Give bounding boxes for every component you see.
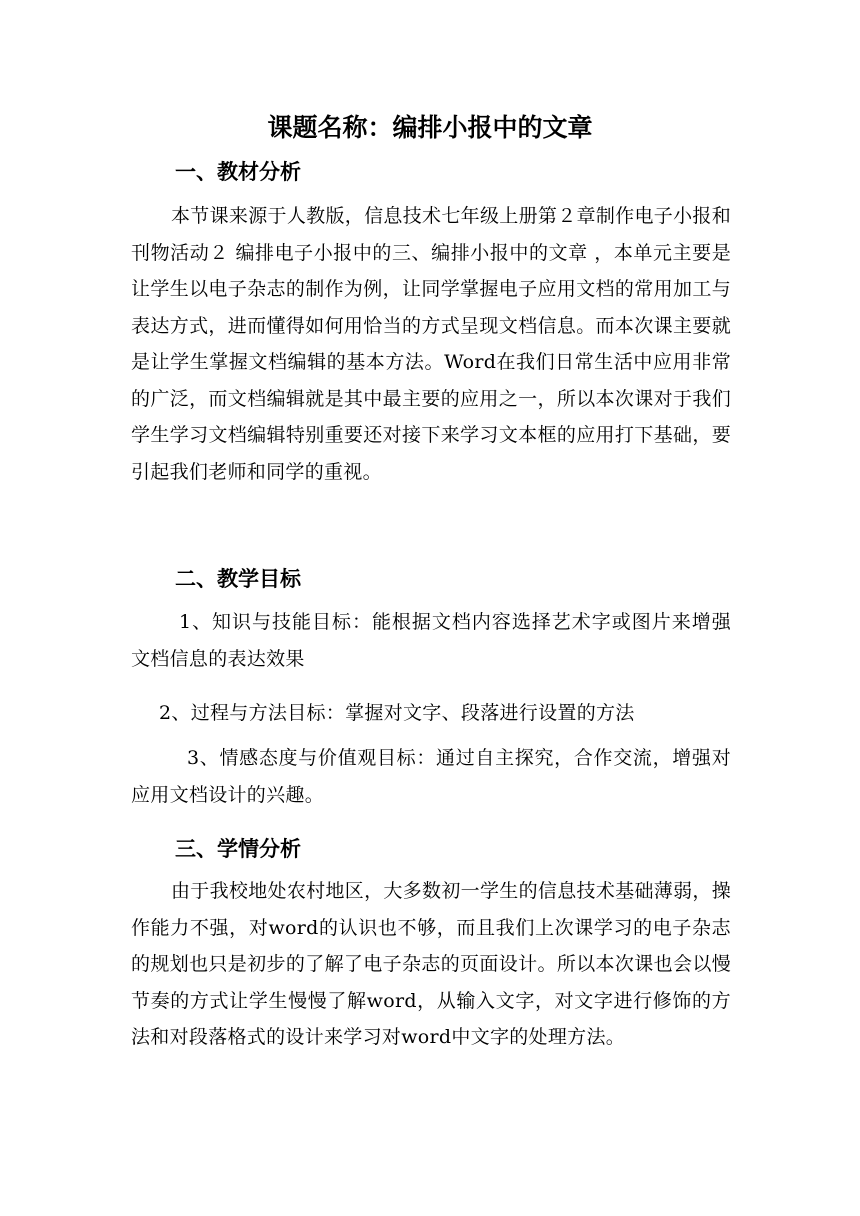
objective-process: 2、过程与方法目标：掌握对文字、段落进行设置的方法: [159, 702, 635, 724]
section-heading-materials: 一、教材分析: [175, 160, 301, 184]
document-title: 课题名称：编排小报中的文章: [267, 113, 593, 142]
section-paragraph: 由于我校地处农村地区，大多数初一学生的信息技术基础薄弱，操作能力不强，对word的认识也不够，而且我们上次课学习的电子杂志的规划也只是初步的了解了电子杂志的页面设计。所以本次课也会以慢节奏的方式让学生慢慢了解word，从输入文字，对文字进行修饰的方法和对段落格式的设计来学习对word中文字的处理方法。: [131, 880, 731, 1048]
section-paragraph: 本节课来源于人教版，信息技术七年级上册第２章制作电子小报和刊物活动２ 编排电子小报中的三、编排小报中的文章 ，本单元主要是让学生以电子杂志的制作为例，让同学掌握电子应用文档的常用加工与表达方式，进而懂得如何用恰当的方式呈现文档信息。而本次课主要就是让学生掌握文档编辑的基本方法。Word在我们日常生活中应用非常的广泛，而文档编辑就是其中最主要的应用之一，所以本次课对于我们学生学习文档编辑特别重要还对接下来学习文本框的应用打下基础，要引起我们老师和同学的重视。: [131, 205, 731, 483]
objective-attitude: 3、情感态度与价值观目标：通过自主探究，合作交流，增强对应用文档设计的兴趣。: [131, 747, 731, 806]
objective-knowledge: 1、知识与技能目标：能根据文档内容选择艺术字或图片来增强文档信息的表达效果: [131, 611, 731, 670]
section-heading-objectives: 二、教学目标: [175, 567, 301, 591]
section-heading-students: 三、学情分析: [175, 837, 301, 861]
